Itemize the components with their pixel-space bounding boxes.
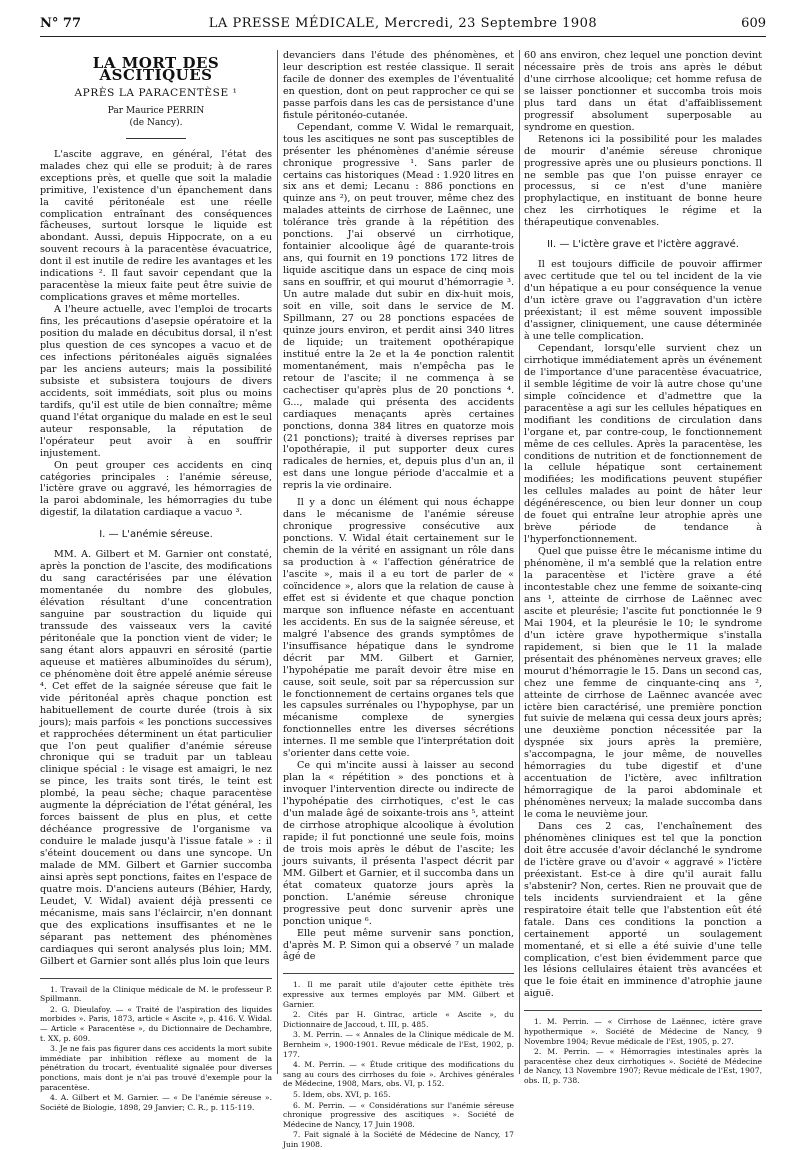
paragraph: 60 ans environ, chez lequel une ponction devint nécessaire près de trois ans après le début d'une cirrhose alcoolique; cet homme refusa de se laisser ponctionner et succomba trois mois plus tard dans un état d'affaiblissement progressif absolument superposable au syndrome en question. (524, 50, 762, 133)
journal-title: LA PRESSE MÉDICALE, Mercredi, 23 Septembre 1908 (208, 16, 598, 31)
paragraph: L'ascite aggrave, en général, l'état des malades chez qui elle se produit; à de rares exceptions près, et quelle que soit la maladie primitive, l'existence d'un épanchement dans la cavité péritonéale est une réelle complication entraînant des conséquences fâcheuses, surtout lorsque le liquide est abondant. Aussi, depuis Hippocrate, on a eu souvent recours à la paracentèse évacuatrice, dont il est inutile de redire les avantages et les indications ². Il faut savoir cependant que la paracentèse la mieux faite peut être suivie de complications graves et même mortelles. (40, 148, 272, 304)
paragraph: Ce qui m'incite aussi à laisser au second plan la « répétition » des ponctions et à invoquer l'intervention directe ou indirecte de l'hypohépatie des cirrhotiques, c'est le cas d'un malade âgé de soixante-trois ans ⁵, atteint de cirrhose atrophique alcoolique à évolution rapide; il fut ponctionné une seule fois, moins de trois mois après le début de l'ascite; les jours suivants, il présenta l'aspect décrit par MM. Gilbert et Garnier, et il succomba dans un état comateux quatorze jours après la ponction. L'anémie séreuse chronique progressive peut donc survenir après une ponction unique ⁶. (283, 760, 514, 927)
footnote: 4. A. Gilbert et M. Garnier. — « De l'anémie séreuse ». Société de Biologie, 1898, 29 Janvier; C. R., p. 115-119. (40, 1093, 272, 1112)
column-1 (40, 50, 272, 1112)
author-affiliation: (de Nancy). (129, 117, 183, 128)
paragraph: Cependant, lorsqu'elle survient chez un cirrhotique immédiatement après un événement de l'importance d'une paracentèse évacuatrice, il semble légitime de voir là autre chose qu'une simple coïncidence et d'admettre que la paracentèse a agi sur les cellules hépatiques en modifiant les conditions de circulation dans l'organe et, par contre-coup, le fonctionnement même de ces cellules. Après la paracentèse, les conditions de nutrition et de fonctionnement de la cellule hépatique sont certainement modifiées; les modifications peuvent stupéfier les cellules malades au point de hâter leur dégénérescence, ou bien leur donner un coup de fouet qui entraîne leur atrophie après une brève période de tendance à l'hyperfonctionnement. (524, 342, 762, 546)
paragraph: Retenons ici la possibilité pour les malades de mourir d'anémie séreuse chronique progressive après une ou plusieurs ponctions. Il ne semble pas que l'on puisse enrayer ce processus, si ce n'est d'une manière prophylactique, en instituant de bonne heure chez les cirrhotiques le régime et la thérapeutique convenables. (524, 133, 762, 229)
running-header (40, 14, 766, 37)
footnote-rule (40, 978, 272, 979)
footnote: 1. Travail de la Clinique médicale de M. le professeur P. Spillmann. (40, 984, 272, 1004)
footnote-rule (524, 1010, 762, 1011)
section-heading: I. — L'anémie séreuse. (99, 529, 213, 541)
author: Par Maurice PERRIN (107, 105, 205, 116)
paragraph: Cependant, comme V. Widal le remarquait, tous les ascitiques ne sont pas susceptibles de présenter les phénomènes d'anémie séreuse chronique progressive ¹. Sans parler de certains cas historiques (Mead : 1.920 litres en six ans et demi; Lecanu : 886 ponctions en quinze ans ²), on peut trouver, même chez des malades atteints de cirrhose de Laënnec, une tolérance très grande à la répétition des ponctions. J'ai observé un cirrhotique, fontainier alcoolique âgé de quarante-trois ans, qui fournit en 19 ponctions 172 litres de liquide ascitique dans un espace de cinq mois sans en souffrir, et qui mourut d'hémorragie ³. Un autre malade dut subir en dix-huit mois, soit en ville, soit dans le service de M. Spillmann, 27 ou 28 ponctions espacées de quinze jours environ, et perdit ainsi 340 litres de liquide; un traitement opothérapique institué entre la 2e et la 4e ponction ralentit momentanément, mais n'empêcha pas le retour de l'ascite; il ne commença à se cachectiser qu'après plus de 20 ponctions ⁴. G..., malade qui présenta des accidents cardiaques menaçants après certaines ponctions, donna 384 litres en quatorze mois (21 ponctions); traité à diverses reprises par l'opothérapie, il put supporter deux cures radicales de hernies, et, depuis plus d'un an, il est dans une longue période d'accalmie et a repris la vie ordinaire. (283, 121, 514, 492)
paragraph: Elle peut même survenir sans ponction, d'après M. P. Simon qui a observé ⁷ un malade âgé de (283, 927, 514, 963)
paragraph: Il est toujours difficile de pouvoir affirmer avec certitude que tel ou tel incident de la vie d'un hépatique a eu pour conséquence la venue d'un ictère grave ou l'aggravation d'un ictère préexistant; il est même souvent impossible d'assigner, cliniquement, une cause déterminée à une telle complication. (524, 259, 762, 342)
footnote: 2. Cités par H. Gintrac, article « Ascite », du Dictionnaire de Jaccoud, t. III, p. 485. (283, 1010, 514, 1029)
section-heading: II. — L'ictère grave et l'ictère aggravé. (547, 239, 739, 251)
article-subtitle: APRÈS LA PARACENTÈSE ¹ (74, 86, 238, 99)
article-title: LA MORT DES ASCITIQUES (92, 54, 220, 84)
paragraph: On peut grouper ces accidents en cinq catégories principales : l'anémie séreuse, l'ictère grave ou aggravé, les hémorragies de la paroi abdominale, les hémorragies du tube digestif, la dilatation cardiaque a vacuo ³. (40, 459, 272, 519)
footnotes (524, 1017, 762, 1085)
column-divider (519, 50, 520, 1074)
paragraph: Quel que puisse être le mécanisme intime du phénomène, il m'a semblé que la relation entre la paracentèse et l'ictère grave a été incontestable chez une femme de soixante-cinq ans ¹, atteinte de cirrhose de Laënnec avec ascite et pleurésie; l'ascite fut ponctionnée le 9 Mai 1904, et la pleurésie le 10; le syndrome d'un ictère grave hypothermique s'installa rapidement, si bien que le 11 la malade présentait des phénomènes nerveux graves; elle mourut d'hémorragie le 15. Dans un second cas, chez une femme de cinquante-cinq ans ², atteinte de cirrhose de Laënnec avancée avec ictère bien caractérisé, une première ponction fut suivie de melæna qui cessa deux jours après; une deuxième ponction nécessitée par la dyspnée six jours après la première, s'accompagna, le jour même, de nouvelles hémorragies du tube digestif et d'une accentuation de l'ictère, avec infiltration hémorragique de la paroi abdominale et phénomènes nerveux; la malade succomba dans le coma le neuvième jour. (524, 546, 762, 821)
footnote: 5. Idem, obs. XVI, p. 165. (293, 1089, 391, 1099)
footnote: 1. M. Perrin. — « Cirrhose de Laënnec, ictère grave hypothermique ». Société de Médecine de Nancy, 9 Novembre 1904; Revue médicale de l'Est, 1905, p. 27. (524, 1017, 762, 1046)
footnote: 3. Je ne fais pas figurer dans ces accidents la mort subite immédiate par inhibition réflexe au moment de la pénétration du trocart, éventualité signalée pour diverses ponctions, mais dont je n'ai pas trouvé d'exemple pour la paracentèse. (40, 1044, 272, 1092)
issue-number: N° 77 (40, 16, 81, 31)
paragraph: Dans ces 2 cas, l'enchaînement des phénomènes cliniques est tel que la ponction doit être accusée d'avoir déclanché le syndrome de l'ictère grave ou d'avoir « aggravé » l'ictère préexistant. Est-ce à dire qu'il aurait fallu s'abstenir? Non, certes. Rien ne prouvait que de tels incidents surviendraient et la gêne respiratoire était telle que l'abstention eût été fatale. Dans ces conditions la ponction a certainement apporté un soulagement momentané, et si elle a été suivie d'une telle complication, c'est bien évidemment parce que les lésions cellulaires étaient très avancées et que le foie était en imminence d'atrophie jaune aiguë. (524, 821, 762, 1000)
paragraph: A l'heure actuelle, avec l'emploi de trocarts fins, les précautions d'asepsie opératoire et la position du malade en décubitus dorsal, il n'est plus question de ces syncopes a vacuo et de ces infections péritonéales aiguës signalées par les anciens auteurs; mais la possibilité subsiste et subsistera toujours de divers accidents, soit immédiats, soit plus ou moins tardifs, qu'il est utile de bien connaître; même quand l'état organique du malade en est le seul auteur responsable, la réputation de l'opérateur peut avoir à en souffrir injustement. (40, 304, 272, 459)
footnote: 2. G. Dieulafoy. — « Traité de l'aspiration des liquides morbides ». Paris, 1873, article « Ascite », p. 416. V. Widal. — Article « Paracentèse », du Dictionnaire de Dechambre, t. XX, p. 609. (40, 1004, 272, 1043)
column-divider (277, 50, 278, 1074)
paragraph: devanciers dans l'étude des phénomènes, et leur description est restée classique. Il serait facile de donner des exemples de l'éventualité en question, dont on peut rapprocher ce qui se passe parfois dans les cas de persistance d'une fistule péritonéo-cutanée. (283, 50, 514, 121)
footnote: 4. M. Perrin. — « Étude critique des modifications du sang au cours des cirrhoses du foie ». Archives générales de Médecine, 1908, Mars, obs. VI, p. 152. (283, 1060, 514, 1089)
column-3 (524, 50, 762, 1085)
page-number: 609 (741, 16, 766, 31)
footnote-rule (283, 973, 514, 974)
footnote: 2. M. Perrin. — « Hémorragies intestinales après la paracentèse chez deux cirrhotiques ». Société de Médecine de Nancy, 13 Novembre 1907; Revue médicale de l'Est, 1907, obs. II, p. 738. (524, 1047, 762, 1085)
footnotes (40, 985, 272, 1113)
paragraph: Il y a donc un élément qui nous échappe dans le mécanisme de l'anémie séreuse chronique progressive consécutive aux ponctions. V. Widal était certainement sur le chemin de la vérité en assignant un rôle dans sa production à « l'affection génératrice de l'ascite », mais il a eu tort de parler de « coïncidence », alors que la relation de cause à effet est si évidente et que chaque ponction marque son influence néfaste en accentuant les accidents. En sus de la saignée séreuse, et malgré l'absence des grands symptômes de l'insuffisance hépatique dans le syndrome décrit par MM. Gilbert et Garnier, l'hypohépatie me paraît devoir être mise en cause, soit seule, soit par sa répercussion sur le fonctionnement de certains organes tels que les capsules surrénales ou l'hypophyse, par un mécanisme complexe de synergies fonctionnelles entre les diverses sécrétions internes. Il me semble que l'interprétation doit s'orienter dans cette voie. (283, 497, 514, 760)
footnote: 6. M. Perrin. — « Considérations sur l'anémie séreuse chronique progressive des ascitiques ». Société de Médecine de Nancy, 17 Juin 1908. (283, 1100, 514, 1129)
footnote: 7. Fait signalé à la Société de Médecine de Nancy, 17 Juin 1908. (283, 1130, 514, 1149)
paragraph: MM. A. Gilbert et M. Garnier ont constaté, après la ponction de l'ascite, des modifications du sang caractérisées par une élévation momentanée du nombre des globules, élévation résultant d'une concentration sanguine par soustraction du liquide qui transsude des vaisseaux vers la cavité péritonéale que la ponction vient de vider; le sang étant alors appauvri en sérosité (partie aqueuse et matières albuminoïdes du sérum), ce phénomène doit être appelé anémie séreuse ⁴. Cet effet de la saignée séreuse que fait le vide péritonéal après chaque ponction est habituellement de courte durée (trois à six jours); mais parfois « les ponctions successives et rapprochées déterminent un état particulier que l'on peut qualifier d'anémie séreuse chronique qui se traduit par un tableau clinique spécial : le visage est amaigri, le nez se pince, les traits sont tirés, le teint est plombé, la peau sèche; chaque paracentèse augmente la dépréciation de l'état général, les forces baissent de plus en plus, et cette déchéance progressive de l'organisme va conduire le malade jusqu'à l'issue fatale » : il s'éteint doucement ou dans une syncope. Un malade de MM. Gilbert et Garnier succomba ainsi après sept ponctions, faites en l'espace de quatre mois. D'anciens auteurs (Béhier, Hardy, Leudet, V. Widal) avaient déjà pressenti ce mécanisme, mais sans l'éclaircir, n'en donnant que des explications insuffisantes et ne le séparant pas nettement des phénomènes cardiaques qui seront analysés plus loin; MM. Gilbert et Garnier sont allés plus loin que leurs (40, 549, 272, 967)
footnotes (283, 980, 514, 1149)
footnote: 1. Il me paraît utile d'ajouter cette épithète très expressive aux termes employés par MM. Gilbert et Garnier. (283, 980, 514, 1009)
footnote: 3. M. Perrin. — « Annales de la Clinique médicale de M. Bernheim », 1900-1901. Revue médicale de l'Est, 1902, p. 177. (283, 1030, 514, 1059)
column-2 (283, 50, 514, 1149)
title-rule (126, 138, 186, 139)
